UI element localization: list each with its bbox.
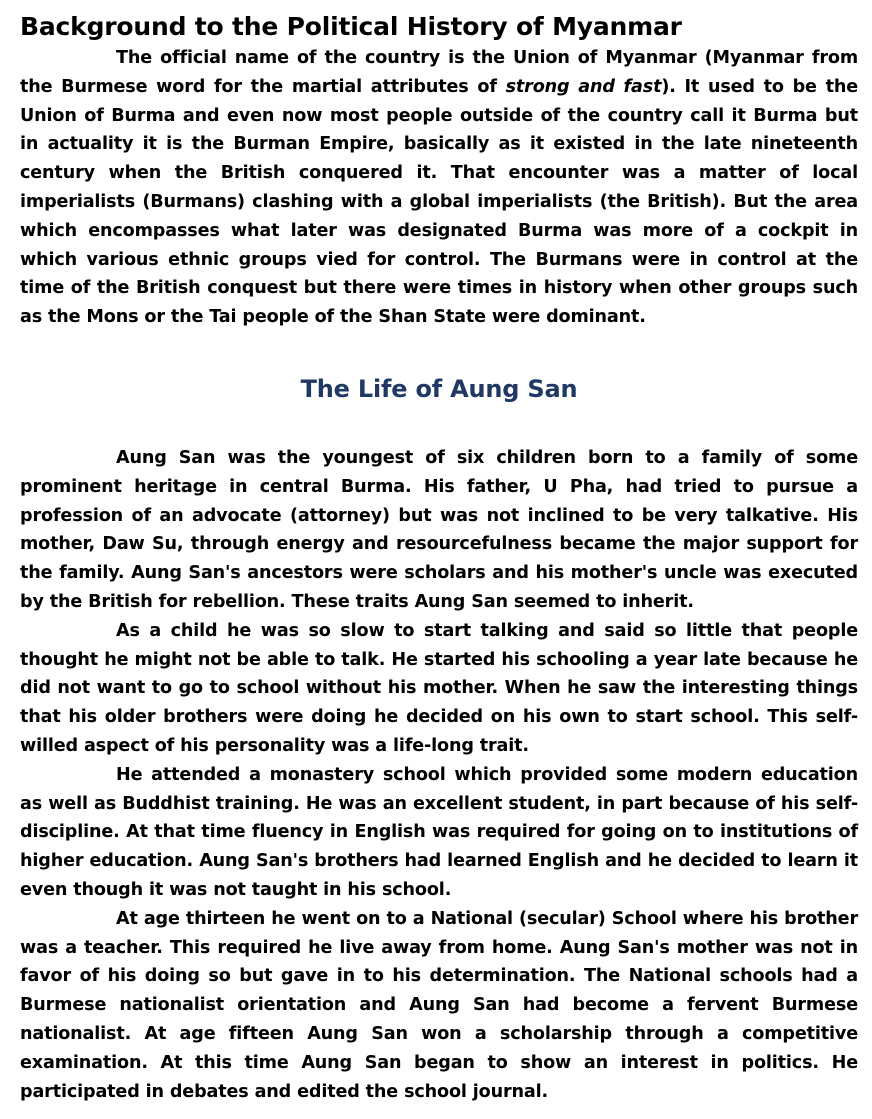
- paragraph-monastery-school: He attended a monastery school which provided some modern education as well as Buddhist training. He was an excellent student, in part because of his self-discipline. At that time fluency in English was required for going on to institutions of higher education. Aung San's brothers had learned English and he decided to learn it even though it was not taught in his school.: [20, 764, 858, 900]
- paragraph-background-text-2: ). It used to be the Union of Burma and even now most people outside of the country call it Burma but in actuality it is the Burman Empire, basically as it existed in the late nineteenth century when the British conquered it. That encounter was a matter of local imperialists (Burmans) clashing with a global imperialists (the British). But the area which encompasses what later was designated Burma was more of a cockpit in which various ethnic groups vied for control. The Burmans were in control at the time of the British conquest but there were times in history when other groups such as the Mons or the Tai people of the Shan State were dominant.: [20, 76, 858, 328]
- paragraph-childhood: As a child he was so slow to start talking and said so little that people thought he might not be able to talk. He started his schooling a year late because he did not want to go to school without his mother. When he saw the interesting things that his older brothers were doing he decided on his own to start school. This self-willed aspect of his personality was a life-long trait.: [20, 620, 858, 756]
- paragraph-background-text-1: The official name of the country is the Union of Myanmar (Myanmar from the Burmese word for the martial attributes of: [20, 48, 858, 97]
- paragraph-national-school: At age thirteen he went on to a National (secular) School where his brother was a teacher. This required he live away from home. Aung San's mother was not in favor of his doing so but gave in to his determination. The National schools had a Burmese nationalist orientation and Aung San had become a fervent Burmese nationalist. At age fifteen Aung San won a scholarship through a competitive examination. At this time Aung San began to show an interest in politics. He participated in debates and edited the school journal.: [20, 908, 858, 1102]
- section-title-background: Background to the Political History of Myanmar: [20, 12, 682, 41]
- paragraph-background-italic: strong and fast: [505, 76, 662, 97]
- paragraph-background: [20, 44, 858, 332]
- paragraph-family: Aung San was the youngest of six children born to a family of some prominent heritage in central Burma. His father, U Pha, had tried to pursue a profession of an advocate (attorney) but was not inclined to be very talkative. His mother, Daw Su, through energy and resourcefulness became the major support for the family. Aung San's ancestors were scholars and his mother's uncle was executed by the British for rebellion. These traits Aung San seemed to inherit.: [20, 447, 858, 612]
- section-title-life-of-aung-san: The Life of Aung San: [300, 374, 578, 403]
